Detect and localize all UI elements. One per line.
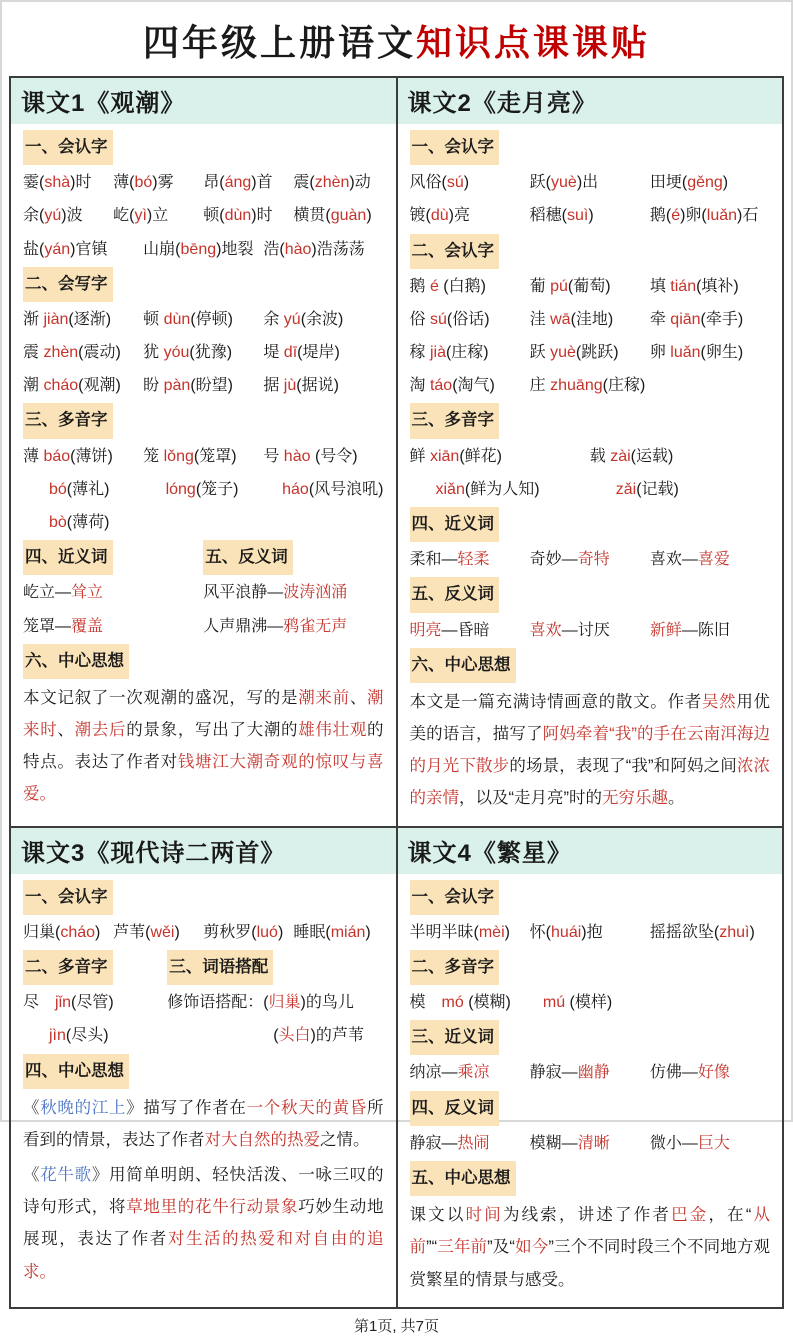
- section-header: 六、中心思想: [410, 648, 516, 683]
- vocab-cell: 山崩(bēng)地裂: [143, 240, 254, 258]
- vocab-cell: 笼 lǒng(笼罩): [143, 447, 237, 465]
- vocab-row: [23, 370, 384, 401]
- vocab-cell: 洼 wā(洼地): [529, 310, 614, 328]
- vocab-cell: 新鲜—陈旧: [649, 621, 730, 639]
- section-header-cell: [203, 540, 383, 575]
- vocab-row: [410, 1057, 771, 1088]
- section-header: 一、会认字: [23, 880, 113, 915]
- vocab-row: [410, 271, 771, 302]
- section-header-row: [410, 880, 771, 915]
- vocab-row: [410, 370, 771, 401]
- vocab-cell: 跃 yuè(跳跃): [529, 344, 619, 362]
- section-header: 五、中心思想: [410, 1161, 516, 1196]
- section-header-row: [410, 507, 771, 542]
- section-header-row: [23, 130, 384, 165]
- vocab-cell: 修饰语搭配：(归巢)的鸟儿: [167, 994, 354, 1012]
- vocab-row: [410, 544, 771, 575]
- section-header-cell: [410, 950, 771, 985]
- section-header-cell: [410, 234, 771, 269]
- vocab-cell: 鲜 xiān(鲜花): [409, 447, 502, 465]
- vocab-cell: 人声鼎沸—鸦雀无声: [203, 617, 348, 635]
- vocab-row: [23, 337, 384, 368]
- vocab-cell: 余 yú(余波): [263, 310, 344, 328]
- vocab-cell: 模糊—清晰: [529, 1134, 610, 1152]
- card-body-4: [398, 874, 783, 1307]
- vocab-cell: 屹(yì)立: [113, 207, 169, 225]
- vocab-cell: 笼罩—覆盖: [23, 617, 104, 635]
- vocab-cell: 薄 báo(薄饼): [23, 447, 113, 465]
- vocab-cell: 昂(áng)首: [203, 174, 273, 192]
- vocab-cell: 柔和—轻柔: [409, 551, 490, 569]
- section-header-cell: [23, 267, 384, 302]
- vocab-cell: [143, 507, 263, 538]
- section-header-row: [23, 880, 384, 915]
- vocab-cell: 牵 qiān(牵手): [649, 310, 744, 328]
- section-header-cell: [410, 577, 771, 612]
- vocab-cell: 奇妙—奇特: [529, 551, 610, 569]
- vocab-cell: 犹 yóu(犹豫): [143, 344, 233, 362]
- section-header: 一、会认字: [410, 880, 500, 915]
- section-header-row: [23, 950, 384, 985]
- section-header: 六、中心思想: [23, 644, 129, 679]
- vocab-cell: 震(zhèn)动: [293, 174, 371, 192]
- section-header: 三、近义词: [410, 1020, 500, 1055]
- section-header-cell: [410, 1020, 771, 1055]
- vocab-cell: 薄(bó)雾: [113, 174, 174, 192]
- card-lesson-1: [10, 77, 397, 827]
- card-body-2: [398, 124, 783, 826]
- vocab-cell: 喜欢—讨厌: [529, 621, 610, 639]
- vocab-cell: 庄 zhuāng(庄稼): [529, 377, 646, 395]
- vocab-cell: 顿 dùn(停顿): [143, 310, 233, 328]
- vocab-cell: 仿佛—好像: [649, 1064, 730, 1082]
- vocab-row: [410, 987, 771, 1018]
- page-title-red: 知识点课课贴: [416, 22, 651, 63]
- vocab-cell: 田埂(gěng): [649, 174, 729, 192]
- vocab-cell: [263, 507, 383, 538]
- vocab-row: [410, 337, 771, 368]
- vocab-cell: jìn(尽头): [49, 1027, 109, 1045]
- vocab-cell: 静寂—热闹: [409, 1134, 490, 1152]
- section-header-row: [23, 403, 384, 438]
- vocab-cell: 芦苇(wěi): [113, 923, 180, 941]
- vocab-row: [410, 167, 771, 198]
- vocab-cell: 俗 sú(俗话): [409, 310, 490, 328]
- page-title: [2, 15, 791, 66]
- section-header: 四、反义词: [410, 1091, 500, 1126]
- vocab-row: [410, 304, 771, 335]
- vocab-cell: 喜欢—喜爱: [649, 551, 730, 569]
- vocab-cell: 横贯(guàn): [293, 207, 372, 225]
- vocab-row: [23, 167, 384, 198]
- vocab-cell: 半明半昧(mèi): [409, 923, 510, 941]
- vocab-cell: xiǎn(鲜为人知): [435, 480, 540, 498]
- section-header: 三、词语搭配: [167, 950, 273, 985]
- vocab-cell: 据 jù(据说): [263, 377, 339, 395]
- lesson-grid: [9, 76, 784, 1309]
- vocab-cell: 尽 jǐn(尽管): [23, 994, 114, 1012]
- vocab-cell: 归巢(cháo): [23, 923, 101, 941]
- vocab-row: [410, 200, 771, 231]
- vocab-row: [23, 917, 384, 948]
- section-header-row: [410, 950, 771, 985]
- vocab-cell: 摇摇欲坠(zhuì): [649, 923, 755, 941]
- section-header-row: [410, 1091, 771, 1126]
- section-header: 一、会认字: [410, 130, 500, 165]
- section-header-cell: [23, 880, 384, 915]
- section-header: 二、会认字: [410, 234, 500, 269]
- vocab-cell: 静寂—幽静: [529, 1064, 610, 1082]
- vocab-row: [23, 507, 384, 538]
- section-header: 四、近义词: [23, 540, 113, 575]
- card-lesson-4: [397, 827, 784, 1308]
- vocab-cell: 跃(yuè)出: [529, 174, 599, 192]
- vocab-cell: bò(薄荷): [49, 514, 110, 532]
- vocab-cell: zǎi(记载): [615, 480, 679, 498]
- card-title: 课文4《繁星》: [398, 828, 783, 874]
- section-header-row: [23, 644, 384, 679]
- section-header-row: [410, 130, 771, 165]
- page-number: 第1页, 共7页: [353, 1317, 440, 1335]
- vocab-cell: 填 tián(填补): [649, 277, 739, 295]
- vocab-cell: 号 hào (号令): [263, 447, 358, 465]
- section-header-cell: [410, 1091, 771, 1126]
- card-body-1: [11, 124, 396, 822]
- vocab-row: [23, 987, 384, 1018]
- section-header-row: [410, 577, 771, 612]
- section-header-cell: [23, 1054, 384, 1089]
- section-header-row: [23, 540, 384, 575]
- vocab-row: [23, 200, 384, 231]
- vocab-cell: 风俗(sú): [409, 174, 470, 192]
- vocab-cell: 潮 cháo(观潮): [23, 377, 121, 395]
- section-header-row: [410, 234, 771, 269]
- vocab-cell: 渐 jiàn(逐渐): [23, 310, 112, 328]
- vocab-row: [410, 1128, 771, 1159]
- section-header: 三、多音字: [410, 403, 500, 438]
- section-header-cell: [23, 950, 167, 985]
- section-header-cell: [23, 540, 203, 575]
- vocab-cell: 睡眠(mián): [293, 923, 371, 941]
- vocab-cell: 稻穗(suì): [529, 207, 594, 225]
- vocab-cell: [650, 370, 770, 401]
- vocab-cell: 镀(dù)亮: [409, 207, 470, 225]
- vocab-cell: 盼 pàn(盼望): [143, 377, 233, 395]
- section-header: 二、多音字: [410, 950, 500, 985]
- card-lesson-3: [10, 827, 397, 1308]
- vocab-cell: 淘 táo(淘气): [409, 377, 495, 395]
- vocab-cell: bó(薄礼): [49, 480, 110, 498]
- vocab-cell: 余(yú)波: [23, 207, 83, 225]
- vocab-cell: 风平浪静—波涛汹涌: [203, 584, 348, 602]
- vocab-cell: 霎(shà)时: [23, 174, 92, 192]
- vocab-row: [23, 1020, 384, 1051]
- vocab-row: [23, 441, 384, 472]
- summary-paragraph: 课文以时间为线索，讲述了作者巴金，在“从前”“三年前”及“如今”三个不同时段三个不同地方观赏繁星的情景与感受。: [409, 1206, 771, 1289]
- vocab-row: [23, 474, 384, 505]
- section-header-cell: [410, 880, 771, 915]
- vocab-cell: 震 zhèn(震动): [23, 344, 121, 362]
- vocab-cell: lóng(笼子): [165, 480, 239, 498]
- vocab-cell: 稼 jià(庄稼): [409, 344, 489, 362]
- vocab-cell: 微小—巨大: [649, 1134, 730, 1152]
- section-header: 二、会写字: [23, 267, 113, 302]
- card-title: 课文3《现代诗二两首》: [11, 828, 396, 874]
- vocab-cell: 明亮—昏暗: [409, 621, 490, 639]
- vocab-cell: háo(风号浪吼): [282, 480, 384, 498]
- card-title: 课文2《走月亮》: [398, 78, 783, 124]
- vocab-cell: 卵 luǎn(卵生): [649, 344, 744, 362]
- section-header: 四、中心思想: [23, 1054, 129, 1089]
- vocab-cell: 载 zài(运载): [589, 447, 674, 465]
- section-header-cell: [410, 648, 771, 683]
- vocab-row: [23, 577, 384, 608]
- card-title: 课文1《观潮》: [11, 78, 396, 124]
- section-header-row: [410, 1161, 771, 1196]
- card-lesson-2: [397, 77, 784, 827]
- vocab-row: [23, 304, 384, 335]
- section-header-row: [23, 267, 384, 302]
- vocab-row: [23, 234, 384, 265]
- section-header-row: [410, 648, 771, 683]
- section-header-cell: [23, 644, 384, 679]
- vocab-cell: 浩(hào)浩荡荡: [263, 240, 365, 258]
- summary-paragraph: 《秋晚的江上》描写了作者在一个秋天的黄昏所看到的情景，表达了作者对大自然的热爱之情。: [23, 1098, 384, 1149]
- section-header: 五、反义词: [203, 540, 293, 575]
- section-header: 三、多音字: [23, 403, 113, 438]
- section-header-cell: [410, 1161, 771, 1196]
- section-header-cell: [410, 403, 771, 438]
- vocab-cell: (头白)的芦苇: [193, 1027, 364, 1045]
- section-header-cell: [410, 507, 771, 542]
- vocab-row: [23, 611, 384, 642]
- summary-paragraph: 本文是一篇充满诗情画意的散文。作者吴然用优美的语言，描写了阿妈牵着“我”的手在云南洱海边的月光下散步的场景，表现了“我”和阿妈之间浓浓的亲情，以及“走月亮”时的无穷乐趣。: [409, 692, 771, 808]
- vocab-cell: 怀(huái)抱: [529, 923, 603, 941]
- vocab-cell: 模 mó (模糊) mú (模样): [409, 994, 613, 1012]
- vocab-cell: 鹅(é)卵(luǎn)石: [649, 207, 759, 225]
- vocab-cell: 堤 dī(堤岸): [263, 344, 340, 362]
- summary-paragraph: 本文记叙了一次观潮的盛况，写的是潮来前、潮来时、潮去后的景象，写出了大潮的雄伟壮观的特点。表达了作者对钱塘江大潮奇观的惊叹与喜爱。: [23, 688, 384, 804]
- page-title-black: 四年级上册语文: [142, 22, 416, 63]
- vocab-cell: 顿(dùn)时: [203, 207, 273, 225]
- section-header-cell: [167, 950, 383, 985]
- section-header: 一、会认字: [23, 130, 113, 165]
- vocab-cell: 葡 pú(葡萄): [529, 277, 611, 295]
- section-header: 二、多音字: [23, 950, 113, 985]
- summary-paragraph: 《花牛歌》用简单明朗、轻快活泼、一咏三叹的诗句形式，将草地里的花牛行动景象巧妙生动地展现，表达了作者对生活的热爱和对自由的追求。: [23, 1166, 384, 1281]
- vocab-cell: 盐(yán)官镇: [23, 240, 108, 258]
- section-header: 四、近义词: [410, 507, 500, 542]
- section-header-row: [23, 1054, 384, 1089]
- section-header-cell: [410, 130, 771, 165]
- section-header-cell: [23, 403, 384, 438]
- card-body-3: [11, 874, 396, 1299]
- section-header-row: [410, 403, 771, 438]
- vocab-cell: 剪秋罗(luó): [203, 923, 284, 941]
- vocab-cell: 鹅 é (白鹅): [409, 277, 486, 295]
- vocab-cell: 屹立—耸立: [23, 584, 104, 602]
- vocab-cell: 纳凉—乘凉: [409, 1064, 490, 1082]
- section-header-row: [410, 1020, 771, 1055]
- vocab-row: [410, 441, 771, 472]
- vocab-row: [410, 474, 771, 505]
- section-header: 五、反义词: [410, 577, 500, 612]
- section-header-cell: [23, 130, 384, 165]
- vocab-row: [410, 615, 771, 646]
- vocab-row: [410, 917, 771, 948]
